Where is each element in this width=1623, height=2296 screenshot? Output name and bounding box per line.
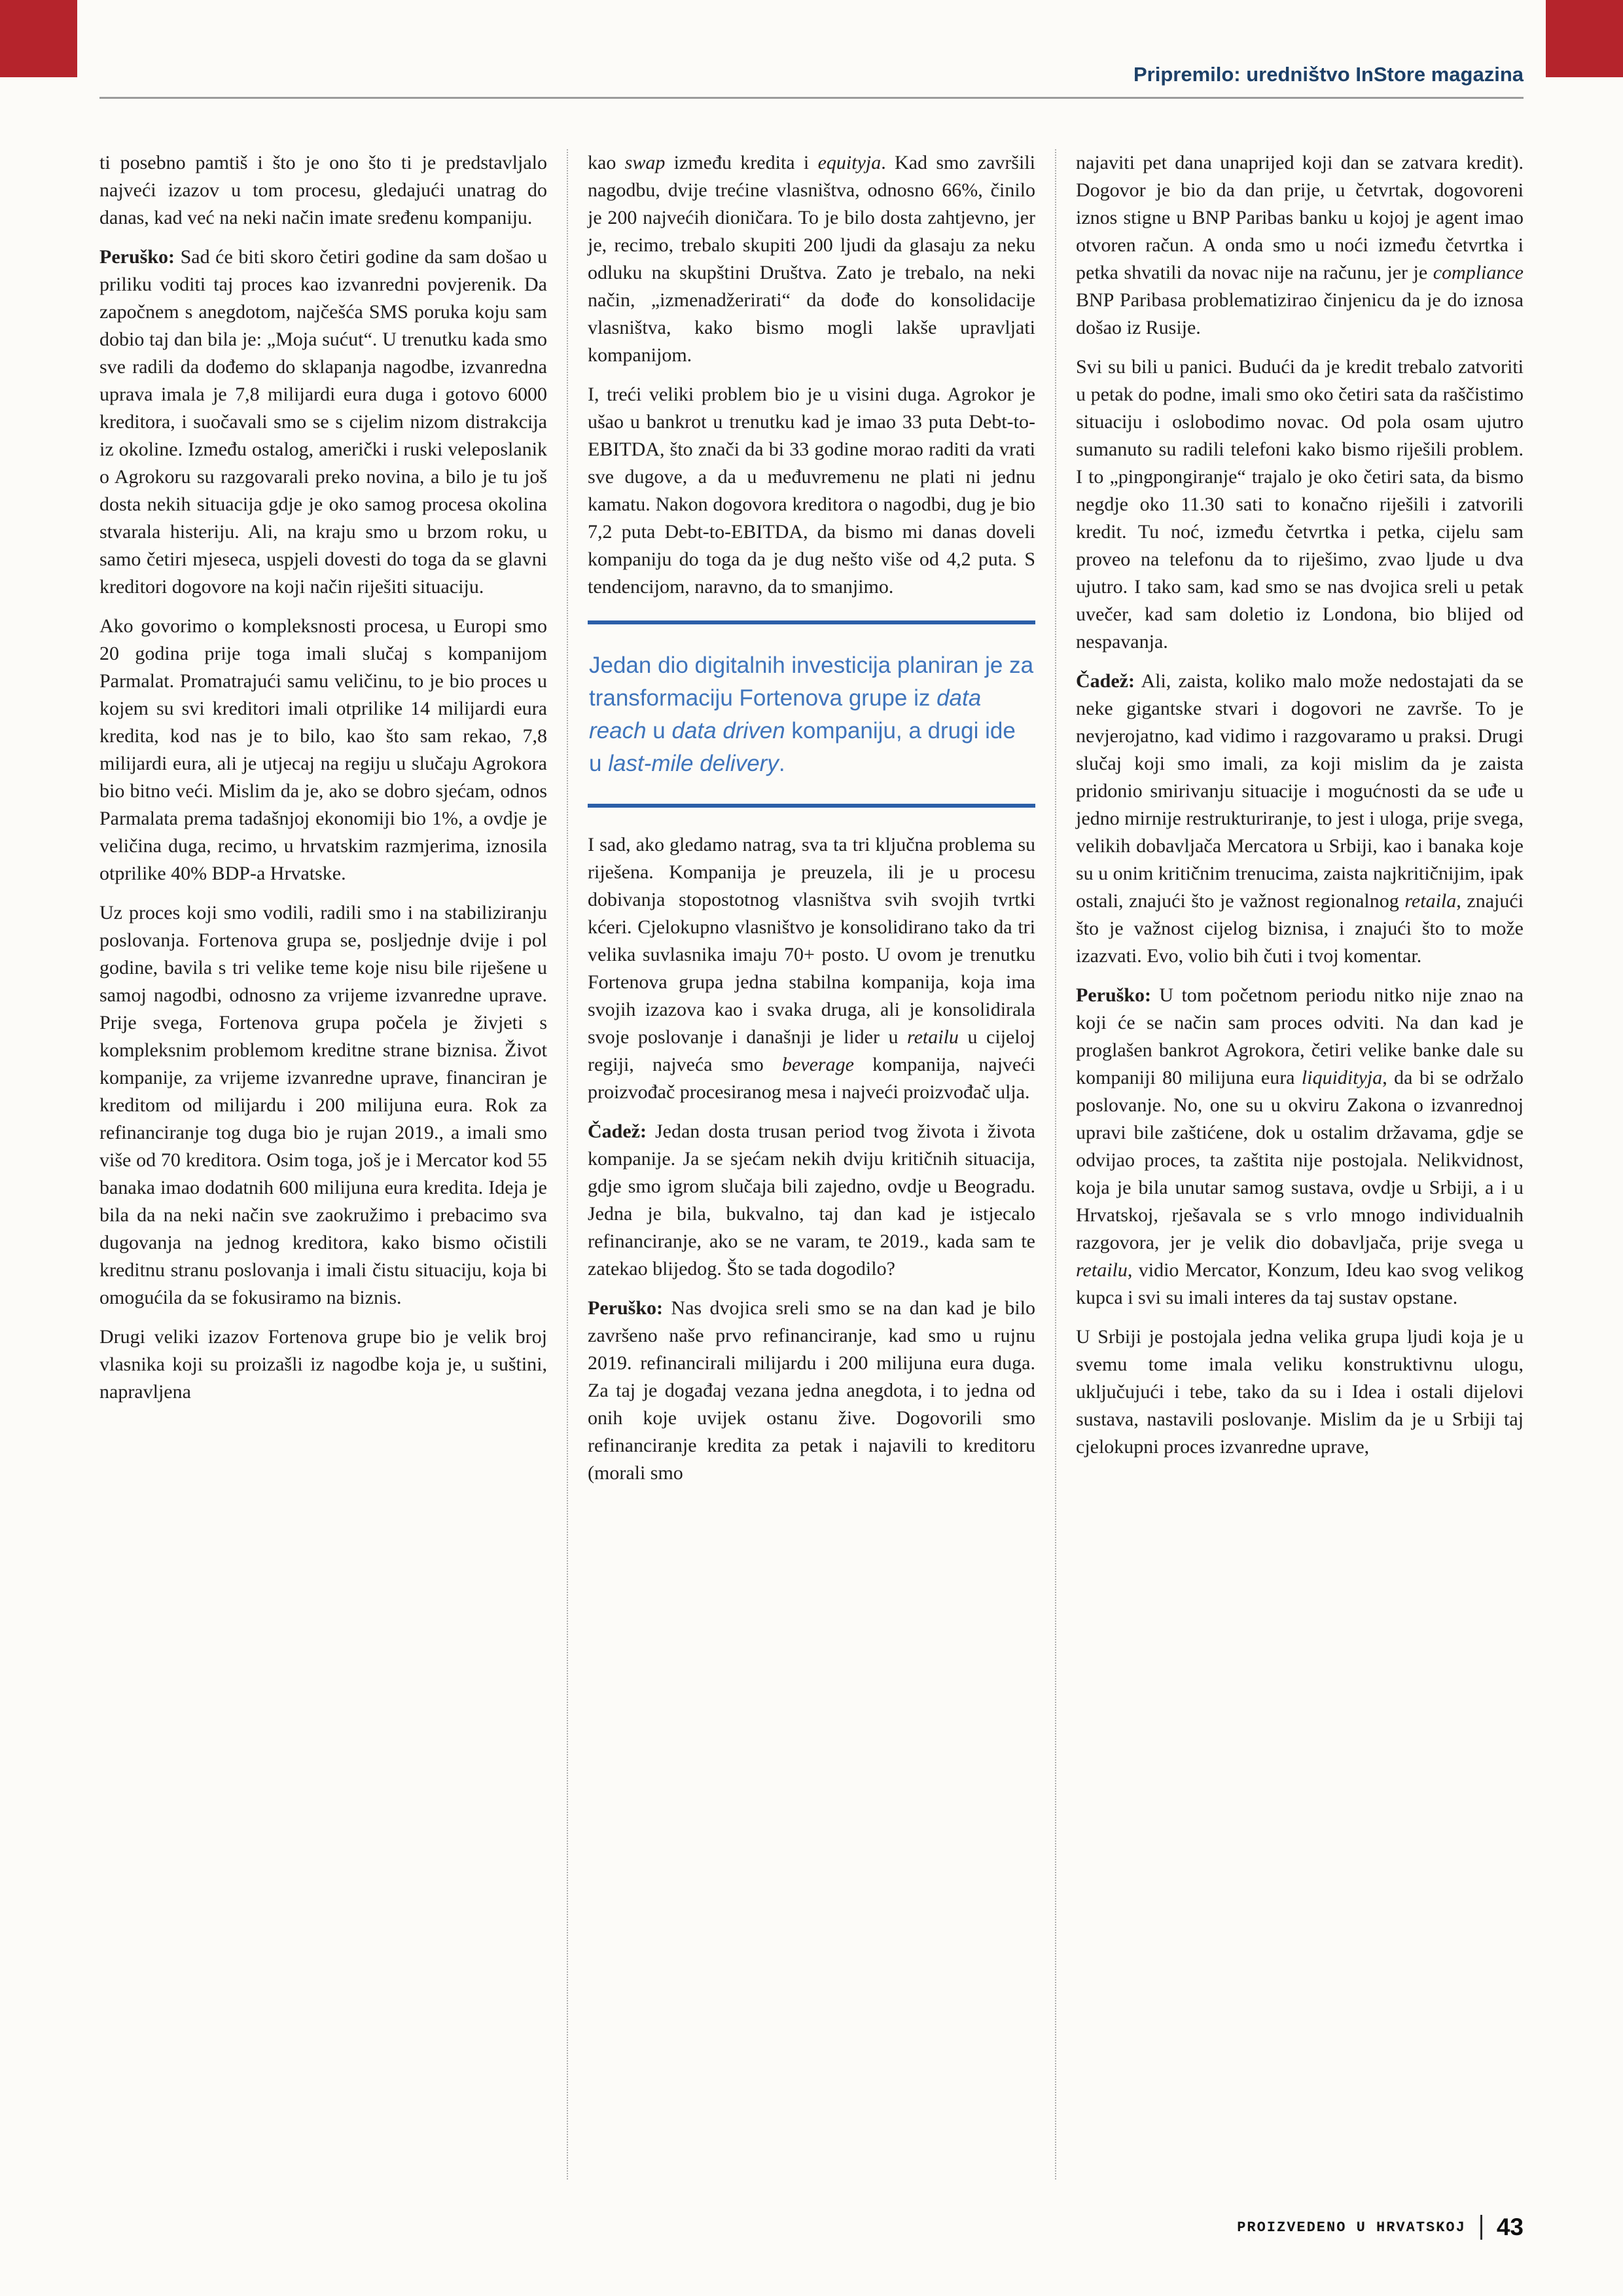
paragraph: Peruško: Sad će biti skoro četiri godine da sam došao u priliku voditi taj proces kao izvanredni povjerenik. Da započnem s anegdotom, najčešća SMS poruka koju sam dobio taj dan bila je: „Moja sućut“. U trenutku kada smo sve radili da dođemo do sklapanja nagodbe, izvanredna uprava imala je 7,8 milijardi eura duga i gotovo 6000 kreditora, i suočavali smo se s cijelim nizom distrakcija iz okoline. Između ostalog, američki i ruski veleposlanik o Agrokoru su razgovarali preko novina, a bilo je tu još dosta nekih situacija gdje je oko samog procesa okolina stvarala histeriju. Ali, na kraju smo u brzom roku, u samo četiri mjeseca, uspjeli dovesti do toga da se glavni kreditori dogovore na koji način riješiti situaciju. (99, 246, 547, 598)
page-header (99, 63, 1524, 99)
paragraph: Čadež: Jedan dosta trusan period tvog života i života kompanije. Ja se sjećam nekih dviju kritičnih situacija, gdje smo igrom slučaja bili zajedno, ovdje u Beogradu. Jedna je bila, bukvalno, taj dan kad je istjecalo refinanciranje, ako se ne varam, te 2019., kada sam te zatekao blijedog. Što se tada dogodilo? (588, 1121, 1035, 1280)
footer-divider (1480, 2215, 1482, 2240)
paragraph: najaviti pet dana unaprijed koji dan se zatvara kredit). Dogovor je bio da dan prije, u četvrtak, dogovoreni iznos stigne u BNP Paribas banku u kojoj je agent imao otvoren račun. A onda smo u noći između četvrtka i petka shvatili da novac nije na računu, jer je compliance BNP Paribasa problematizirao činjenicu da je do iznosa došao iz Rusije. (1076, 152, 1524, 338)
paragraph: Uz proces koji smo vodili, radili smo i na stabiliziranju poslovanja. Fortenova grupa se, posljednje dvije i pol godine, bavila s tri velike teme koje nisu bile riješene u samoj nagodbi, odnosno za vrijeme izvanredne uprave. Prije svega, Fortenova grupa počela je živjeti s kompleksnim problemom kreditne strane biznisa. Život kompanije, za vrijeme izvanredne uprave, financiran je kreditom od milijardu i 200 milijuna eura. Rok za refinanciranje tog duga bio je rujan 2019., a imali smo više od 70 kreditora. Osim toga, još je i Mercator kod 55 banaka imao dodatnih 600 milijuna eura kredita. Ideja je bila da na neki način sve zaokružimo i prebacimo sva dugovanja na jednog kreditora, kako bismo očistili kreditnu stranu poslovanja i imali čistu situaciju, koja bi omogućila da se fokusiramo na biznis. (99, 902, 547, 1308)
corner-accent-right (1546, 0, 1623, 77)
paragraph: U Srbiji je postojala jedna velika grupa ljudi koja je u svemu tome imala veliku konstruktivnu ulogu, uključujući i tebe, tako da su i Idea i ostali dijelovi sustava, nastavili poslovanje. Mislim da je u Srbiji taj cjelokupni proces izvanredne uprave, (1076, 1326, 1524, 1458)
column-2 (567, 149, 1056, 2179)
paragraph: Peruško: Nas dvojica sreli smo se na dan kad je bilo završeno naše prvo refinanciranje, kad smo u rujnu 2019. refinancirali milijardu i 200 milijuna eura duga. Za taj je događaj vezana jedna anegdota, i to jedna od onih koje uvijek ostanu žive. Dogovorili smo refinanciranje kredita za petak i najavili to kreditoru (morali smo (588, 1297, 1035, 1484)
paragraph: kao swap između kredita i equityja. Kad smo završili nagodbu, dvije trećine vlasništva, odnosno 66%, činilo je 200 najvećih dioničara. To je bilo dosta zahtjevno, jer je, recimo, trebalo skupiti 200 ljudi da glasaju za neku odluku na skupštini Društva. Zato je trebalo, na neki način, „izmenadžerirati“ da dođe do konsolidacije vlasništva, kako bismo mogli lakše upravljati kompanijom. (588, 152, 1035, 366)
page-footer (1237, 2214, 1524, 2241)
page-number: 43 (1496, 2214, 1524, 2240)
made-in-croatia-label: PROIZVEDENO U HRVATSKOJ (1237, 2219, 1466, 2236)
paragraph: Čadež: Ali, zaista, koliko malo može nedostajati da se neke gigantske stvari i dogovori ne završe. To je nevjerojatno, kad vidimo i razgovaramo u praksi. Drugi slučaj koji smo imali, za koji mislim da je zaista pridonio smirivanju situacije i mogućnosti da se uđe u jedno mirnije restrukturiranje, to jest i uloga, prije svega, velikih dobavljača Mercatora u Srbiji, kao i banaka koje su u onim kritičnim trenucima, zaista najkritičnijim, ipak ostali, znajući što je važnost regionalnog retaila, znajući što je važnost cijelog biznisa, i znajući što to može izazvati. Evo, volio bih čuti i tvoj komentar. (1076, 670, 1524, 967)
paragraph: ti posebno pamtiš i što je ono što ti je predstavljalo najveći izazov u tom procesu, gledajući unatrag do danas, kad već na neki način imate sređenu kompaniju. (99, 152, 547, 228)
paragraph: Svi su bili u panici. Budući da je kredit trebalo zatvoriti u petak do podne, imali smo oko četiri sata da raščistimo situaciju i oslobodimo novac. Od pola osam ujutro sumanuto su radili telefoni kako bismo riješili problem. I to „pingpongiranje“ trajalo je oko četiri sata, da bismo negdje oko 11.30 sati to konačno riješili i zatvorili kredit. Tu noć, između četvrtka i petka, cijelu sam proveo na telefonu da to riješimo, zvao ljude u dva ujutro. I tako sam, kad smo se nas dvojica sreli u petak uvečer, kad sam doletio iz Londona, bio blijed od nespavanja. (1076, 356, 1524, 653)
corner-accent-left (0, 0, 77, 77)
column-1 (99, 149, 567, 2179)
paragraph: Drugi veliki izazov Fortenova grupe bio je velik broj vlasnika koji su proizašli iz nagodbe koja je, u suštini, napravljena (99, 1326, 547, 1403)
pull-quote: Jedan dio digitalnih investicija planiran je za transformaciju Fortenova grupe iz data reach u data driven kompaniju, a drugi ide u last-mile delivery. (588, 620, 1035, 808)
editorial-credit: Pripremilo: uredništvo InStore magazina (1133, 63, 1524, 86)
paragraph: Ako govorimo o kompleksnosti procesa, u Europi smo 20 godina prije toga imali slučaj s kompanijom Parmalat. Promatrajući samu veličinu, to je bio proces u kojem su svi kreditori imali otprilike 14 milijardi eura kredita, kod nas je to bilo, kao što sam rekao, 7,8 milijardi eura, ali je utjecaj na regiju u slučaju Agrokora bio bitno veći. Mislim da je, ako se dobro sjećam, odnos Parmalata prema tadašnjoj ekonomiji bio 1%, a ovdje je veličina duga, recimo, u hrvatskim razmjerima, iznosila otprilike 40% BDP-a Hrvatske. (99, 615, 547, 884)
paragraph: I sad, ako gledamo natrag, sva ta tri ključna problema su riješena. Kompanija je preuzela, ili je u procesu dobivanja stopostotnog vlasništva svih svojih tvrtki kćeri. Cjelokupno vlasništvo je konsolidirano tako da tri velika suvlasnika imaju 70+ posto. U ovom je trenutku Fortenova grupa jedna stabilna kompanija, koja ima svojih izazova kao i svaka druga, ali je konsolidirala svoje poslovanje i današnji je lider u retailu u cijeloj regiji, najveća smo beverage kompanija, najveći proizvođač procesiranog mesa i najveći proizvođač ulja. (588, 834, 1035, 1103)
column-3 (1056, 149, 1524, 2179)
header-rule (99, 97, 1524, 99)
paragraph: Peruško: U tom početnom periodu nitko nije znao na koji će se način sam proces odviti. Na dan kad je proglašen bankrot Agrokora, četiri velike banke dale su kompaniji 80 milijuna eura liquidityja, da bi se održalo poslovanje. No, one su u okviru Zakona o izvanrednoj upravi bile zaštićene, dok u ostalim državama, gdje se odvijao proces, ta zaštita nije postojala. Nelikvidnost, koja je bila unutar samog sustava, ovdje u Srbiji, a i u Hrvatskoj, rješavala se s vrlo mnogo individualnih razgovora, jer je velik dio dobavljača, prije svega u retailu, vidio Mercator, Konzum, Ideu kao svog velikog kupca i svi su imali interes da taj sustav opstane. (1076, 984, 1524, 1308)
article-body (99, 149, 1524, 2179)
paragraph: I, treći veliki problem bio je u visini duga. Agrokor je ušao u bankrot u trenutku kad je imao 33 puta Debt-to-EBITDA, što znači da bi 33 godine morao raditi da vrati sve dugove, a da u međuvremenu ne plati ni jednu kamatu. Nakon dogovora kreditora o nagodbi, dug je bio 7,2 puta Debt-to-EBITDA, da bismo mi danas doveli kompaniju do toga da je dug nešto više od 4,2 puta. S tendencijom, naravno, da to smanjimo. (588, 384, 1035, 598)
